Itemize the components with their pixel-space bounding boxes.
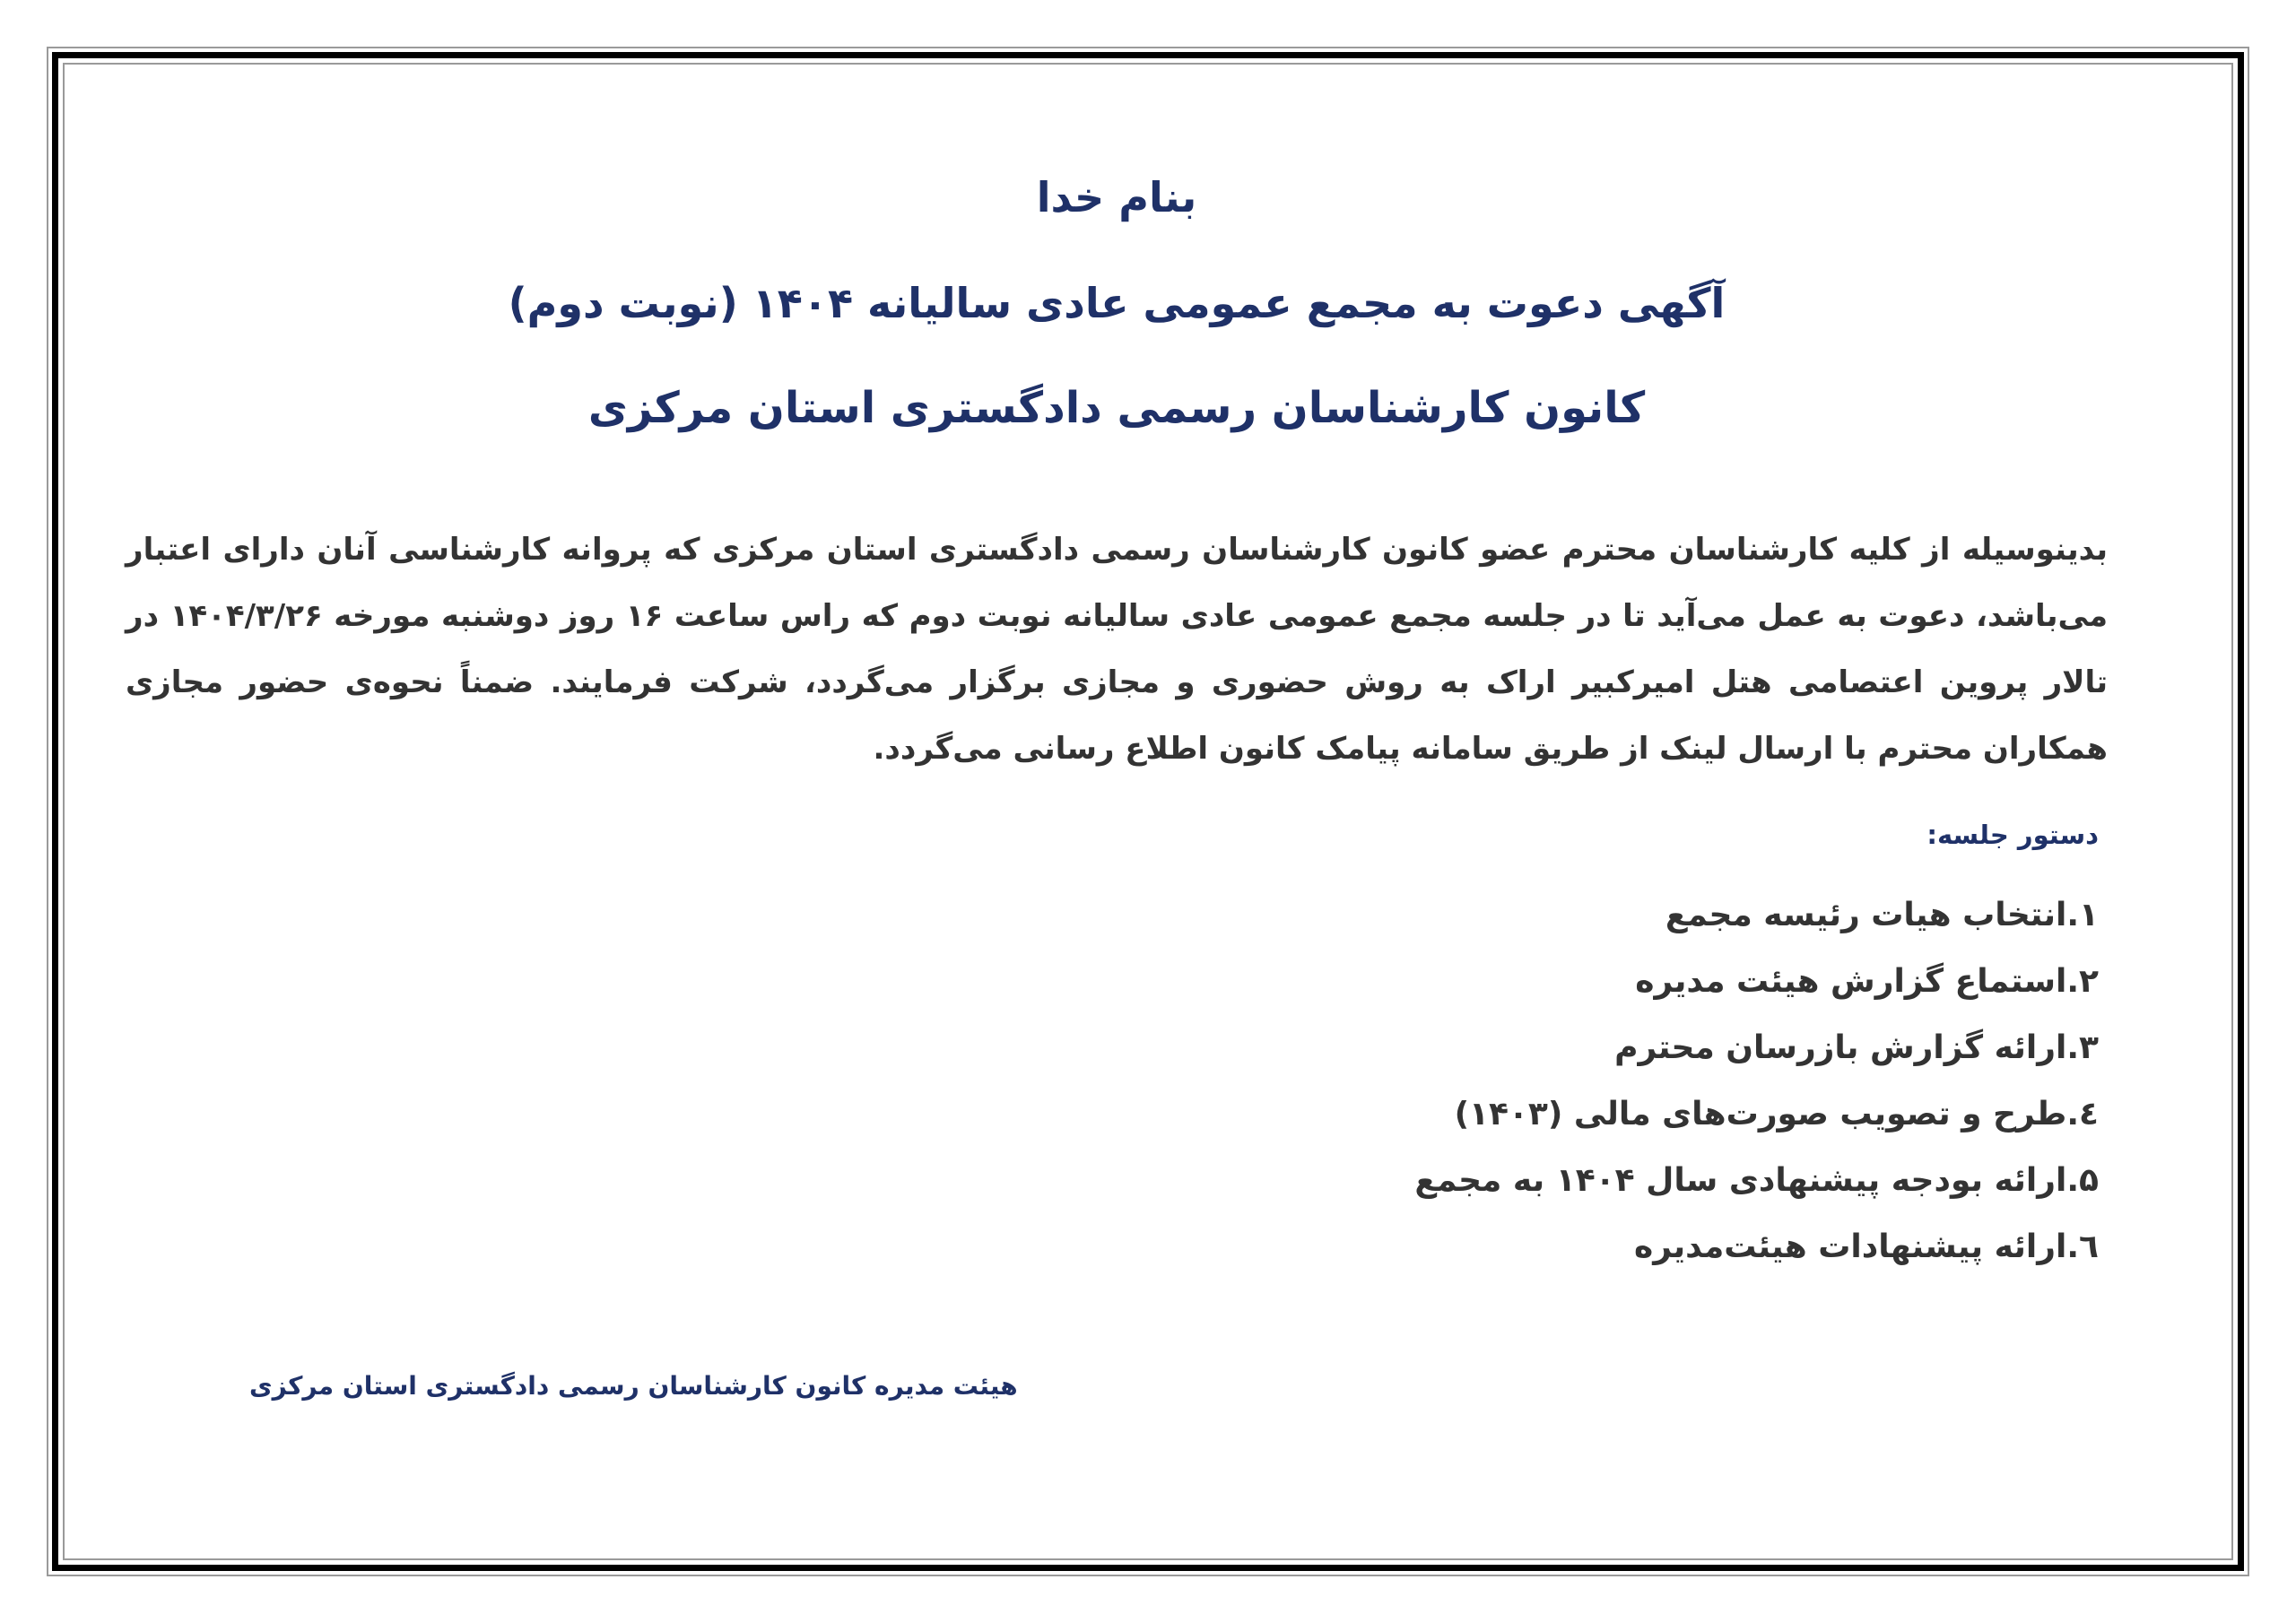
organization-name: کانون کارشناسان رسمی دادگستری استان مرکزی — [587, 383, 1646, 433]
agenda-item-number: ٦. — [2066, 1228, 2099, 1265]
agenda-item — [126, 1214, 2099, 1280]
agenda-list — [126, 882, 2108, 1280]
agenda-item — [126, 1081, 2099, 1148]
notice-title: آگهی دعوت به مجمع عمومی عادی سالیانه ۱۴۰۴ (نوبت دوم) — [508, 279, 1726, 327]
agenda-item-number: ۱. — [2066, 897, 2099, 933]
invitation-paragraph: بدینوسیله از کلیه کارشناسان محترم عضو کانون کارشناسان رسمی دادگستری استان مرکزی که پروانه کارشناسی آنان دارای اعتبار می‌باشد، دعوت به عمل می‌آید تا در جلسه مجمع عمومی عادی سالیانه نوبت دوم که راس ساعت ۱۶ روز دوشنبه مورخه ۱۴۰۴/۳/۲۶ در تالار پروین اعتصامی هتل امیرکبیر اراک به روش حضوری و مجازی برگزار می‌گردد، شرکت فرمایند. ضمناً نحوه‌ی حضور مجازی همکاران محترم با ارسال لینک از طریق سامانه پیامک کانون اطلاع رسانی می‌گردد. — [126, 532, 2108, 767]
basmala-heading: بنام خدا — [1036, 173, 1197, 221]
agenda-item — [126, 882, 2099, 949]
agenda-item-text: ارائه پیشنهادات هیئت‌مدیره — [1633, 1228, 2067, 1265]
agenda-item — [126, 949, 2099, 1015]
agenda-item-text: استماع گزارش هیئت مدیره — [1635, 963, 2067, 1000]
agenda-item-text: انتخاب هیات رئیسه مجمع — [1665, 897, 2067, 933]
agenda-item — [126, 1148, 2099, 1214]
agenda-item-text: ارائه بودجه پیشنهادی سال ۱۴۰۴ به مجمع — [1414, 1162, 2067, 1199]
agenda-heading: دستور جلسه: — [1926, 820, 2099, 850]
notice-content — [126, 143, 2108, 1280]
agenda-item-number: ۲. — [2066, 963, 2099, 1000]
agenda-item-text: ارائه گزارش بازرسان محترم — [1614, 1029, 2067, 1066]
agenda-item-text: طرح و تصویب صورت‌های مالی (۱۴۰۳) — [1454, 1096, 2067, 1133]
agenda-item-number: ٤. — [2066, 1096, 2099, 1133]
board-signature: هیئت مدیره کانون کارشناسان رسمی دادگستری استان مرکزی — [249, 1371, 1018, 1401]
agenda-item-number: ۵. — [2066, 1162, 2099, 1199]
agenda-item-number: ۳. — [2066, 1029, 2099, 1066]
agenda-item — [126, 1015, 2099, 1081]
